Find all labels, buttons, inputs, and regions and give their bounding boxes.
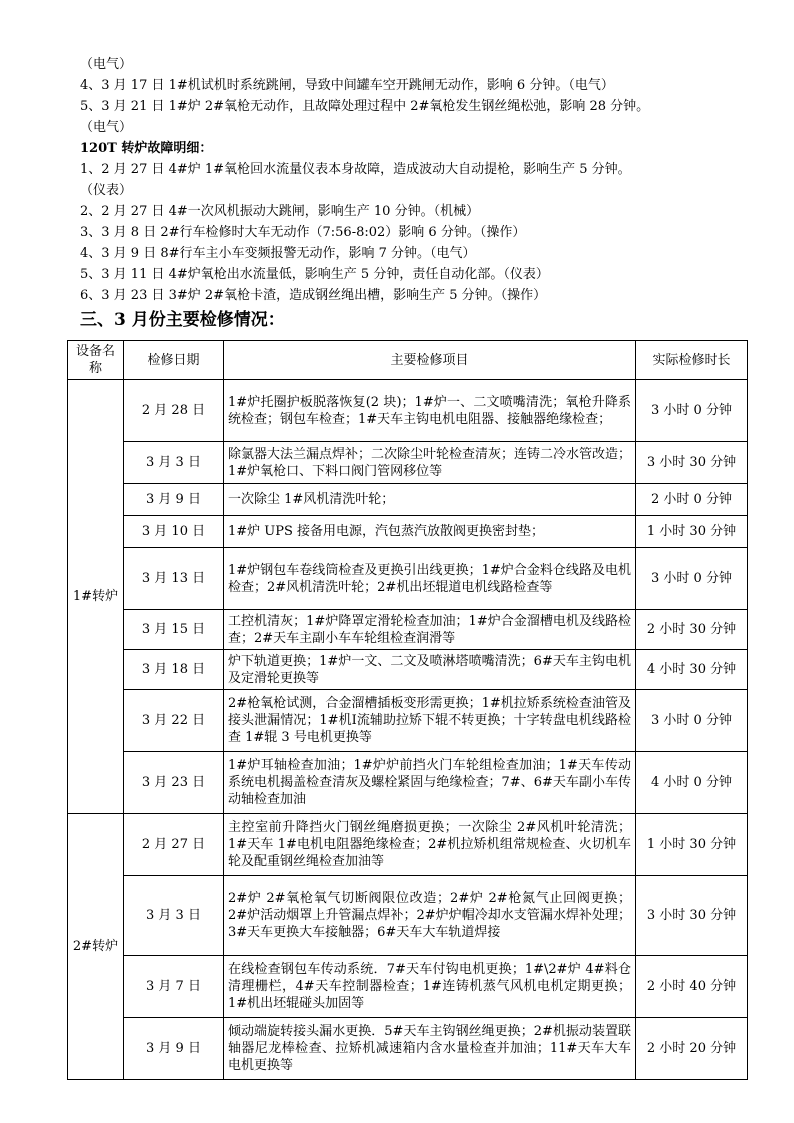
items-cell: 2#炉 2#氧枪氧气切断阀限位改造；2#炉 2#枪氮气止回阀更换；2#炉活动烟罩上升管漏点焊补；2#炉炉帽冷却水支管漏水焊补处理；3#天车更换大车接触器；6#天车大车轨道焊接 xyxy=(224,876,636,956)
date-cell: 3 月 22 日 xyxy=(124,690,224,752)
table-row xyxy=(68,956,748,1018)
items-cell: 除氯器大法兰漏点焊补；二次除尘叶轮检查清灰；连铸二冷水管改造；1#炉氧枪口、下料口阀门管网移位等 xyxy=(224,442,636,484)
table-row xyxy=(68,690,748,752)
fault-heading: 120T 转炉故障明细： xyxy=(80,141,213,156)
section-title: 三、3 月份主要检修情况： xyxy=(80,310,285,330)
table-row xyxy=(68,516,748,548)
hours-cell: 2 小时 20 分钟 xyxy=(636,1018,748,1080)
items-cell: 主控室前升降挡火门钢丝绳磨损更换；一次除尘 2#风机叶轮清洗；1#天车 1#电机电阻器绝缘检查；2#机拉矫机组常规检查、火切机车轮及配重钢丝绳检查加油等 xyxy=(224,814,636,876)
table-row xyxy=(68,752,748,814)
table-row xyxy=(68,1018,748,1080)
table-row xyxy=(68,650,748,690)
items-cell: 炉下轨道更换；1#炉一文、二文及喷淋塔喷嘴清洗；6#天车主钩电机及定滑轮更换等 xyxy=(224,650,636,690)
hours-cell: 3 小时 0 分钟 xyxy=(636,690,748,752)
date-cell: 3 月 9 日 xyxy=(124,484,224,516)
date-cell: 3 月 13 日 xyxy=(124,548,224,610)
date-cell: 3 月 15 日 xyxy=(124,610,224,650)
date-cell: 3 月 10 日 xyxy=(124,516,224,548)
intro-line: 5、3 月 21 日 1#炉 2#氧枪无动作，且故障处理过程中 2#氧枪发生钢丝绳松弛，影响 28 分钟。 xyxy=(80,99,650,114)
items-cell: 1#炉耳轴检查加油；1#炉炉前挡火门车轮组检查加油；1#天车传动系统电机揭盖检查清灰及螺栓紧固与绝缘检查；7#、6#天车副小车传动轴检查加油 xyxy=(224,752,636,814)
table-row xyxy=(68,484,748,516)
header-hours: 实际检修时长 xyxy=(636,341,748,380)
hours-cell: 4 小时 30 分钟 xyxy=(636,650,748,690)
fault-line: 5、3 月 11 日 4#炉氧枪出水流量低，影响生产 5 分钟，责任自动化部。（仪表） xyxy=(80,267,549,282)
hours-cell: 2 小时 0 分钟 xyxy=(636,484,748,516)
items-cell: 工控机清灰；1#炉降罩定滑轮检查加油；1#炉合金溜槽电机及线路检查；2#天车主副小车车轮组检查润滑等 xyxy=(224,610,636,650)
hours-cell: 3 小时 30 分钟 xyxy=(636,442,748,484)
table-row xyxy=(68,548,748,610)
header-date: 检修日期 xyxy=(124,341,224,380)
equipment-cell: 2#转炉 xyxy=(68,814,124,1080)
intro-line: 4、3 月 17 日 1#机试机时系统跳闸，导致中间罐车空开跳闸无动作，影响 6 分钟。（电气） xyxy=(80,78,614,93)
date-cell: 3 月 3 日 xyxy=(124,442,224,484)
table-row xyxy=(68,876,748,956)
fault-line: 1、2 月 27 日 4#炉 1#氧枪回水流量仪表本身故障，造成波动大自动提枪，影响生产 5 分钟。 xyxy=(80,162,631,177)
fault-line: 6、3 月 23 日 3#炉 2#氧枪卡渣，造成钢丝绳出槽，影响生产 5 分钟。（操作） xyxy=(80,288,547,303)
hours-cell: 1 小时 30 分钟 xyxy=(636,814,748,876)
date-cell: 2 月 27 日 xyxy=(124,814,224,876)
intro-line: （电气） xyxy=(80,120,133,135)
hours-cell: 4 小时 0 分钟 xyxy=(636,752,748,814)
date-cell: 3 月 7 日 xyxy=(124,956,224,1018)
hours-cell: 3 小时 30 分钟 xyxy=(636,876,748,956)
header-items: 主要检修项目 xyxy=(224,341,636,380)
table-row xyxy=(68,610,748,650)
intro-line: （电气） xyxy=(80,57,133,72)
fault-line: （仪表） xyxy=(80,183,133,198)
table-row xyxy=(68,380,748,442)
fault-line: 2、2 月 27 日 4#一次风机振动大跳闸，影响生产 10 分钟。（机械） xyxy=(80,204,480,219)
items-cell: 2#枪氧枪试测，合金溜槽插板变形需更换；1#机拉矫系统检查油管及接头泄漏情况；1#机Ⅰ流辅助拉矫下辊不转更换；十字转盘电机线路检查 1#辊 3 号电机更换等 xyxy=(224,690,636,752)
header-equipment: 设备名称 xyxy=(68,341,124,380)
maintenance-table xyxy=(67,340,748,1080)
fault-line: 3、3 月 8 日 2#行车检修时大车无动作（7:56-8:02）影响 6 分钟。（操作） xyxy=(80,225,526,240)
items-cell: 1#炉 UPS 接备用电源，汽包蒸汽放散阀更换密封垫； xyxy=(224,516,636,548)
table-header-row xyxy=(68,341,748,380)
items-cell: 一次除尘 1#风机清洗叶轮； xyxy=(224,484,636,516)
fault-line: 4、3 月 9 日 8#行车主小车变频报警无动作，影响 7 分钟。（电气） xyxy=(80,246,476,261)
date-cell: 3 月 9 日 xyxy=(124,1018,224,1080)
equipment-cell: 1#转炉 xyxy=(68,380,124,814)
date-cell: 3 月 18 日 xyxy=(124,650,224,690)
hours-cell: 3 小时 0 分钟 xyxy=(636,380,748,442)
items-cell: 1#炉托圈护板脱落恢复(2 块)；1#炉一、二文喷嘴清洗；氧枪升降系统检查；钢包车检查；1#天车主钩电机电阻器、接触器绝缘检查； xyxy=(224,380,636,442)
hours-cell: 1 小时 30 分钟 xyxy=(636,516,748,548)
date-cell: 3 月 3 日 xyxy=(124,876,224,956)
items-cell: 倾动端旋转接头漏水更换．5#天车主钩钢丝绳更换；2#机振动装置联轴器尼龙棒检查、拉矫机减速箱内含水量检查并加油；11#天车大车电机更换等 xyxy=(224,1018,636,1080)
hours-cell: 3 小时 0 分钟 xyxy=(636,548,748,610)
hours-cell: 2 小时 40 分钟 xyxy=(636,956,748,1018)
table-row xyxy=(68,442,748,484)
text-block xyxy=(80,54,740,306)
table-row xyxy=(68,814,748,876)
items-cell: 1#炉钢包车卷线筒检查及更换引出线更换；1#炉合金料仓线路及电机检查；2#风机清洗叶轮；2#机出坯辊道电机线路检查等 xyxy=(224,548,636,610)
items-cell: 在线检查钢包车传动系统．7#天车付钩电机更换；1#\2#炉 4#料仓清理栅栏，4#天车控制器检查；1#连铸机蒸气风机电机定期更换；1#机出坯辊碰头加固等 xyxy=(224,956,636,1018)
hours-cell: 2 小时 30 分钟 xyxy=(636,610,748,650)
date-cell: 2 月 28 日 xyxy=(124,380,224,442)
date-cell: 3 月 23 日 xyxy=(124,752,224,814)
